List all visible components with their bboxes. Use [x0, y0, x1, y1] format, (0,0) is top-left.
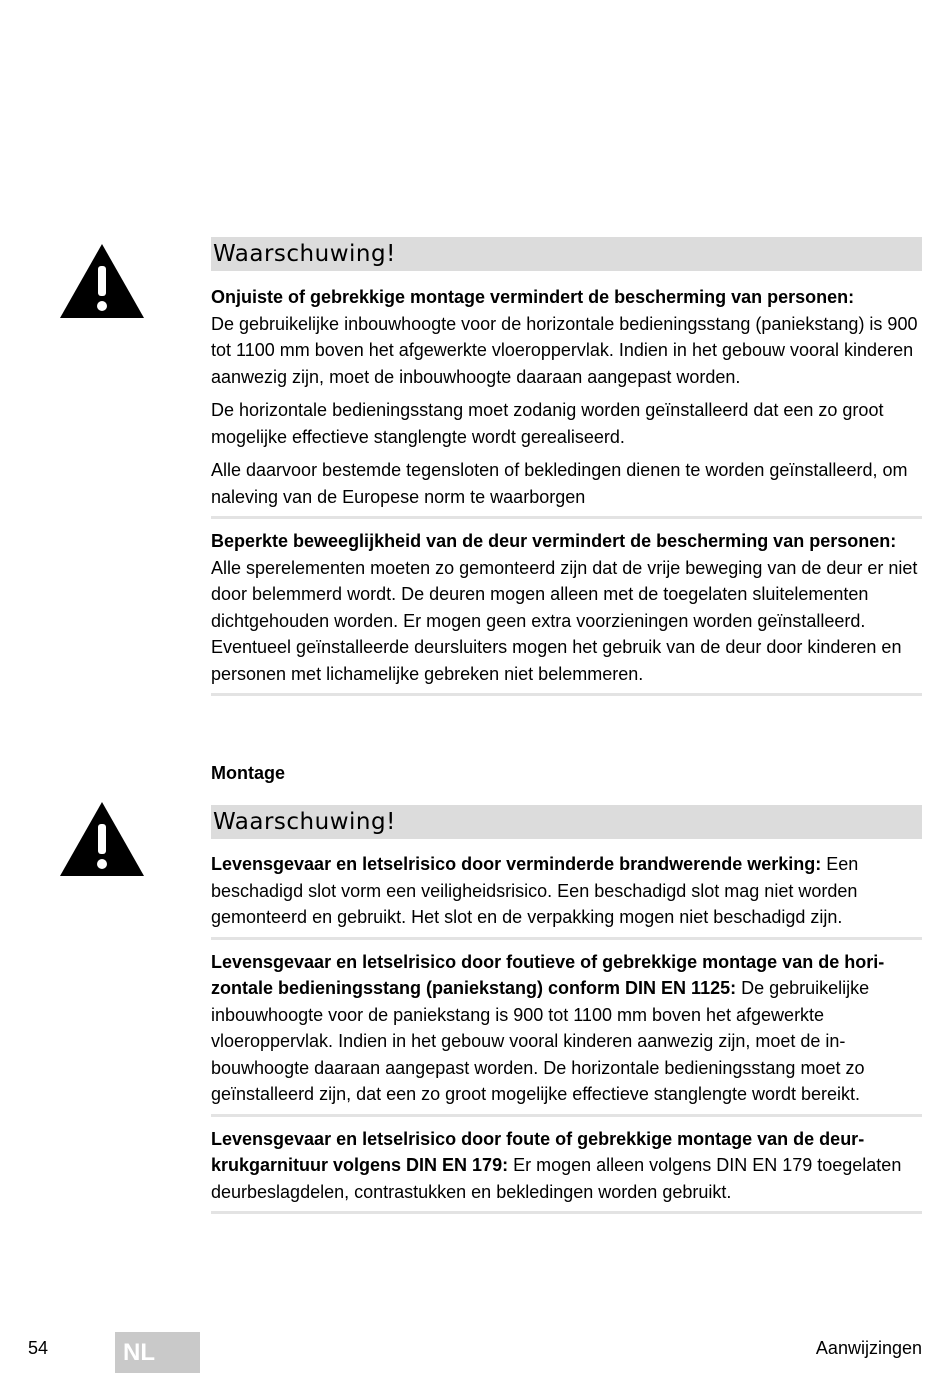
warning-paragraph: Beperkte beweeglijkheid van de deur vermindert de bescherming van personen: Alle sperelementen moeten zo gemonteerd zijn dat de vrije beweging van de deur er niet door belemmerd wordt. De deuren mogen alleen met de toegelaten sluitelementen dichtgehouden worden. Er mogen geen extra voorzieningen worden geïnstalleerd. Eventueel geïnstalleerde deursluiters mogen het gebruik van de deur door kinderen en personen met lichamelijke gebreken niet belemmeren.	[211, 531, 918, 684]
language-badge: NL	[115, 1332, 200, 1373]
divider	[211, 1211, 922, 1214]
warning-paragraph: Alle daarvoor bestemde tegensloten of bekledingen dienen te worden geïnstalleerd, om naleving van de Europese norm te waarborgen	[211, 460, 908, 507]
warning-title: Waarschuwing!	[211, 237, 922, 271]
warning-triangle-icon	[60, 802, 144, 878]
warning-block-1	[211, 237, 922, 705]
warning-lead: Beperkte beweeglijkheid van de deur vermindert de bescherming van personen:	[211, 531, 897, 551]
warning-title: Waarschuwing!	[211, 805, 922, 839]
chapter-label: Aanwijzingen	[815, 1338, 922, 1358]
warning-paragraph: De horizontale bedieningsstang moet zodanig worden geïnstalleerd dat een zo groot mogelijke effectieve stanglengte wordt gerealiseerd.	[211, 400, 884, 447]
warning-paragraph: Levensgevaar en letselrisico door verminderde brandwerende werking: Een beschadigd slot vorm een veiligheidsrisico. Een beschadigd slot mag niet worden gemonteerd en gebruikt. Het slot en de verpakking mogen niet beschadigd zijn.	[211, 854, 859, 927]
warning-triangle-icon	[60, 244, 144, 320]
warning-lead: Levensgevaar en letselrisico door verminderde brandwerende werking:	[211, 854, 822, 874]
warning-lead: Levensgevaar en letselrisico door foutieve of gebrekkige montage van de horizontale bedieningsstang (paniekstang) conform DIN EN 1125:	[211, 951, 885, 998]
divider	[211, 693, 922, 696]
warning-paragraph: Levensgevaar en letselrisico door foute of gebrekkige montage van de deurkrukgarnituur volgens DIN EN 179: Er mogen alleen volgens DIN EN 179 toegelaten deurbeslagdelen, contrastukken en bekledingen worden gebruikt.	[211, 1128, 902, 1202]
divider	[211, 937, 922, 940]
warning-paragraph: Levensgevaar en letselrisico door foutieve of gebrekkige montage van de horizontale bedieningsstang (paniekstang) conform DIN EN 1125: De gebruikelijke inbouwhoogte voor de paniekstang is 900 tot 1100 mm boven het afgewerkte vloeroppervlak. Indien in het gebouw vooral kinderen aanwezig zijn, moet de inbouwhoogte daaraan aangepast worden. De horizontale bedieningsstang moet zo geïnstalleerd zijn, dat een zo groot mogelijke effectieve stanglengte wordt bereikt.	[211, 951, 885, 1104]
section-title: Montage	[211, 763, 285, 783]
warning-block-2	[211, 805, 922, 1223]
page-number: 54	[28, 1338, 49, 1358]
warning-lead: Levensgevaar en letselrisico door foute of gebrekkige montage van de deurkrukgarnituur volgens DIN EN 179:	[211, 1128, 865, 1175]
divider	[211, 1114, 922, 1117]
warning-lead: Onjuiste of gebrekkige montage vermindert de bescherming van personen:	[211, 287, 855, 307]
warning-paragraph: Onjuiste of gebrekkige montage vermindert de bescherming van personen: De gebruikelijke inbouwhoogte voor de horizontale bedieningsstang (paniekstang) is 900 tot 1100 mm boven het afgewerkte vloeroppervlak. Indien in het gebouw vooral kinderen aanwezig zijn, moet de inbouwhoogte daaraan aangepast worden.	[211, 287, 918, 387]
divider	[211, 516, 922, 519]
